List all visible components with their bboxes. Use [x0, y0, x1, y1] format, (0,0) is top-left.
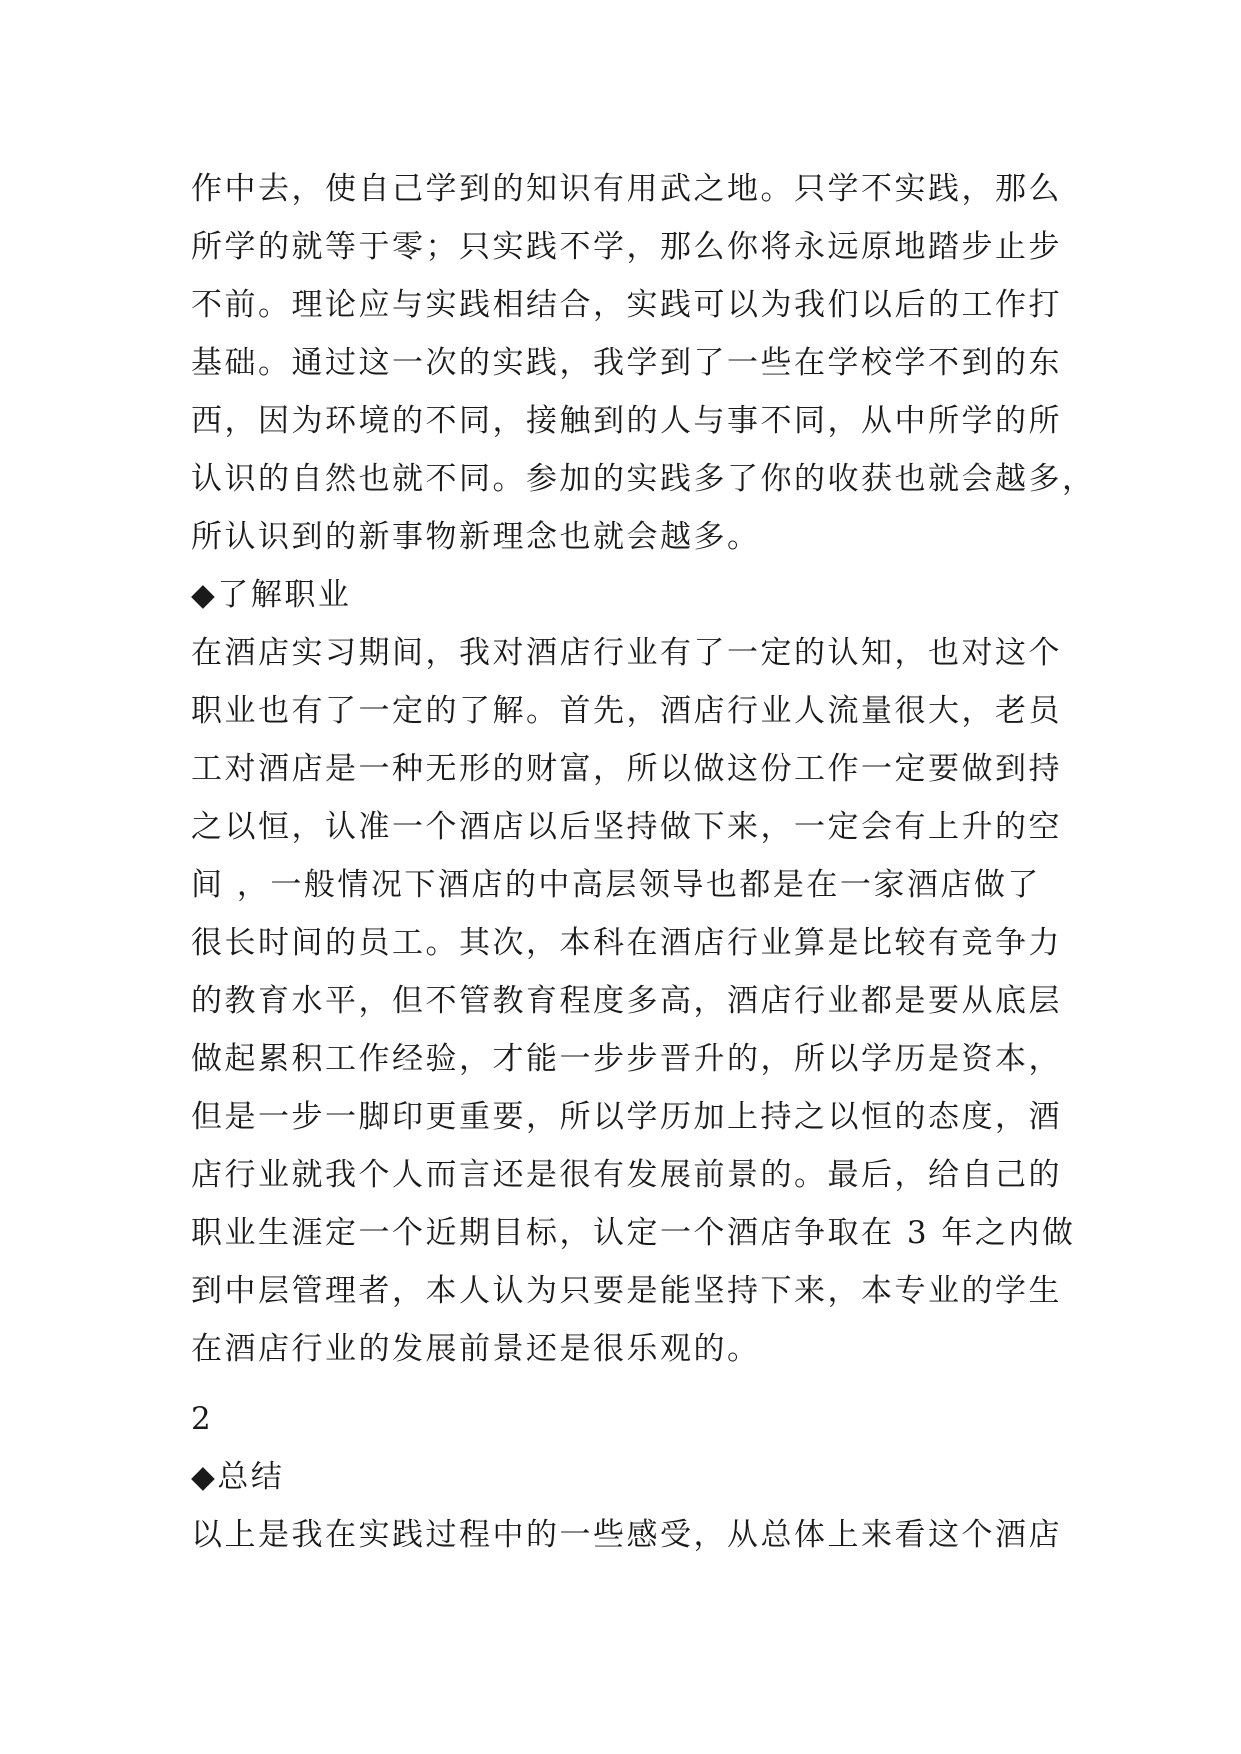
- paragraph-line: 所认识到的新事物新理念也就会越多。: [191, 519, 761, 555]
- paragraph-line: 间 ，一般情况下酒店的中高层领导也都是在一家酒店做了: [191, 867, 1041, 903]
- paragraph-line: 工对酒店是一种无形的财富，所以做这份工作一定要做到持: [191, 751, 1062, 787]
- paragraph-line: 认识的自然也就不同。参加的实践多了你的收获也就会越多，: [191, 461, 1096, 497]
- paragraph-line: 做起累积工作经验，才能一步步晋升的，所以学历是资本，: [191, 1041, 1062, 1077]
- paragraph-line: 职业生涯定一个近期目标，认定一个酒店争取在 3 年之内做: [191, 1215, 1076, 1251]
- paragraph-career: [191, 624, 1076, 1378]
- paragraph-practice: [191, 160, 1096, 566]
- document-body: [191, 160, 1096, 1564]
- paragraph-line: 之以恒，认准一个酒店以后坚持做下来，一定会有上升的空: [191, 809, 1062, 845]
- paragraph-line: 在酒店行业的发展前景还是很乐观的。: [191, 1331, 761, 1367]
- paragraph-line: 不前。理论应与实践相结合，实践可以为我们以后的工作打: [191, 287, 1062, 323]
- section-heading-summary: ◆总结: [191, 1459, 285, 1495]
- paragraph-line: 作中去，使自己学到的知识有用武之地。只学不实践，那么: [191, 171, 1062, 207]
- paragraph-line: 到中层管理者，本人认为只要是能坚持下来，本专业的学生: [191, 1273, 1062, 1309]
- section-heading-career: ◆了解职业: [191, 577, 352, 613]
- paragraph-summary: [191, 1506, 1071, 1564]
- paragraph-line: 职业也有了一定的了解。首先，酒店行业人流量很大，老员: [191, 693, 1062, 729]
- paragraph-line: 很长时间的员工。其次，本科在酒店行业算是比较有竞争力: [191, 925, 1062, 961]
- paragraph-line: 店行业就我个人而言还是很有发展前景的。最后，给自己的: [191, 1157, 1062, 1193]
- paragraph-line: 基础。通过这一次的实践，我学到了一些在学校学不到的东: [191, 345, 1062, 381]
- paragraph-line: 以上是我在实践过程中的一些感受，从总体上来看这个酒店: [191, 1517, 1062, 1553]
- paragraph-line: 的教育水平，但不管教育程度多高，酒店行业都是要从底层: [191, 983, 1062, 1019]
- paragraph-line: 西，因为环境的不同，接触到的人与事不同，从中所学的所: [191, 403, 1062, 439]
- paragraph-line: 所学的就等于零；只实践不学，那么你将永远原地踏步止步: [191, 229, 1062, 265]
- paragraph-line: 在酒店实习期间，我对酒店行业有了一定的认知，也对这个: [191, 635, 1062, 671]
- paragraph-line: 但是一步一脚印更重要，所以学历加上持之以恒的态度，酒: [191, 1099, 1062, 1135]
- page-number: 2: [191, 1401, 214, 1437]
